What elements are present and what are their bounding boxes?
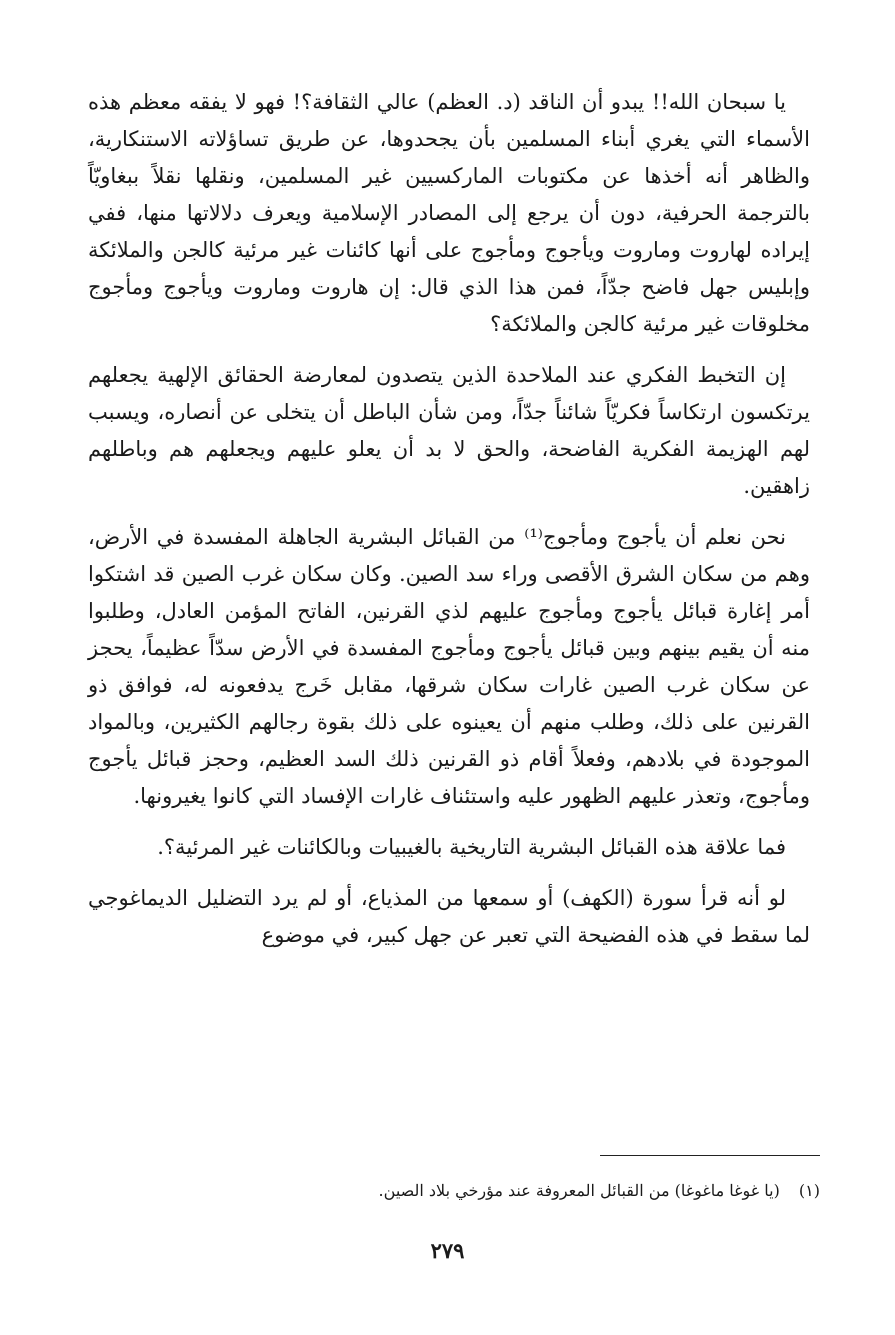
page-number: ٢٧٩ <box>430 1238 465 1263</box>
paragraph-4: فما علاقة هذه القبائل البشرية التاريخية بالغيبيات وبالكائنات غير المرئية؟. <box>157 835 786 859</box>
footnote-divider <box>600 1155 820 1156</box>
paragraph-3: نحن نعلم أن يأجوج ومأجوج⁽¹⁾ من القبائل البشرية الجاهلة المفسدة في الأرض، وهم من سكان الشرق الأقصى وراء سد الصين. وكان سكان غرب الصين قد اشتكوا أمر إغارة قبائل يأجوج ومأجوج عليهم لذي القرنين، الفاتح المؤمن العادل، وطلبوا منه أن يقيم بينهم وبين قبائل يأجوج ومأجوج المفسدة في الأرض سدّاً عظيماً، يحجز عن سكان غرب الصين غارات سكان شرقها، مقابل خَرج يدفعونه له، فوافق ذو القرنين على ذلك، وطلب منهم أن يعينوه على ذلك بقوة رجالهم الكثيرين، وبالمواد الموجودة في بلادهم، وفعلاً أقام ذو القرنين ذلك السد العظيم، وحجز قبائل يأجوج ومأجوج، وتعذر عليهم الظهور عليه واستئناف غارات الإفساد التي كانوا يغيرونها. <box>88 525 810 808</box>
footnote-number: (١) <box>798 1181 820 1200</box>
footnote <box>90 1178 820 1204</box>
footnote-text: (يا غوغا ماغوغا) من القبائل المعروفة عند مؤرخي بلاد الصين. <box>378 1181 780 1200</box>
paragraph-5: لو أنه قرأ سورة (الكهف) أو سمعها من المذياع، أو لم يرد التضليل الديماغوجي لما سقط في هذه الفضيحة التي تعبر عن جهل كبير، في موضوع <box>88 886 810 947</box>
page-body <box>88 84 810 968</box>
paragraph-2: إن التخبط الفكري عند الملاحدة الذين يتصدون لمعارضة الحقائق الإلهية يجعلهم يرتكسون ارتكاساً فكريّاً شائناً جدّاً، ومن شأن الباطل أن يتخلى عن أنصاره، ويسبب لهم الهزيمة الفكرية الفاضحة، والحق لا بد أن يعلو عليهم ويجعلهم هم وباطلهم زاهقين. <box>88 363 810 498</box>
paragraph-1: يا سبحان الله!! يبدو أن الناقد (د. العظم) عالي الثقافة؟! فهو لا يفقه معظم هذه الأسماء التي يغري أبناء المسلمين بأن يجحدوها، عن طريق تساؤلاته الاستنكارية، والظاهر أنه أخذها عن مكتوبات الماركسيين غير المسلمين، ونقلها نقلاً ببغاويّاً بالترجمة الحرفية، دون أن يرجع إلى المصادر الإسلامية ويعرف دلالاتها منها، ففي إيراده لهاروت وماروت ويأجوج ومأجوج على أنها كائنات غير مرئية كالجن والملائكة وإبليس جهل فاضح جدّاً، فمن هذا الذي قال: إن هاروت وماروت ويأجوج ومأجوج مخلوقات غير مرئية كالجن والملائكة؟ <box>88 90 810 336</box>
